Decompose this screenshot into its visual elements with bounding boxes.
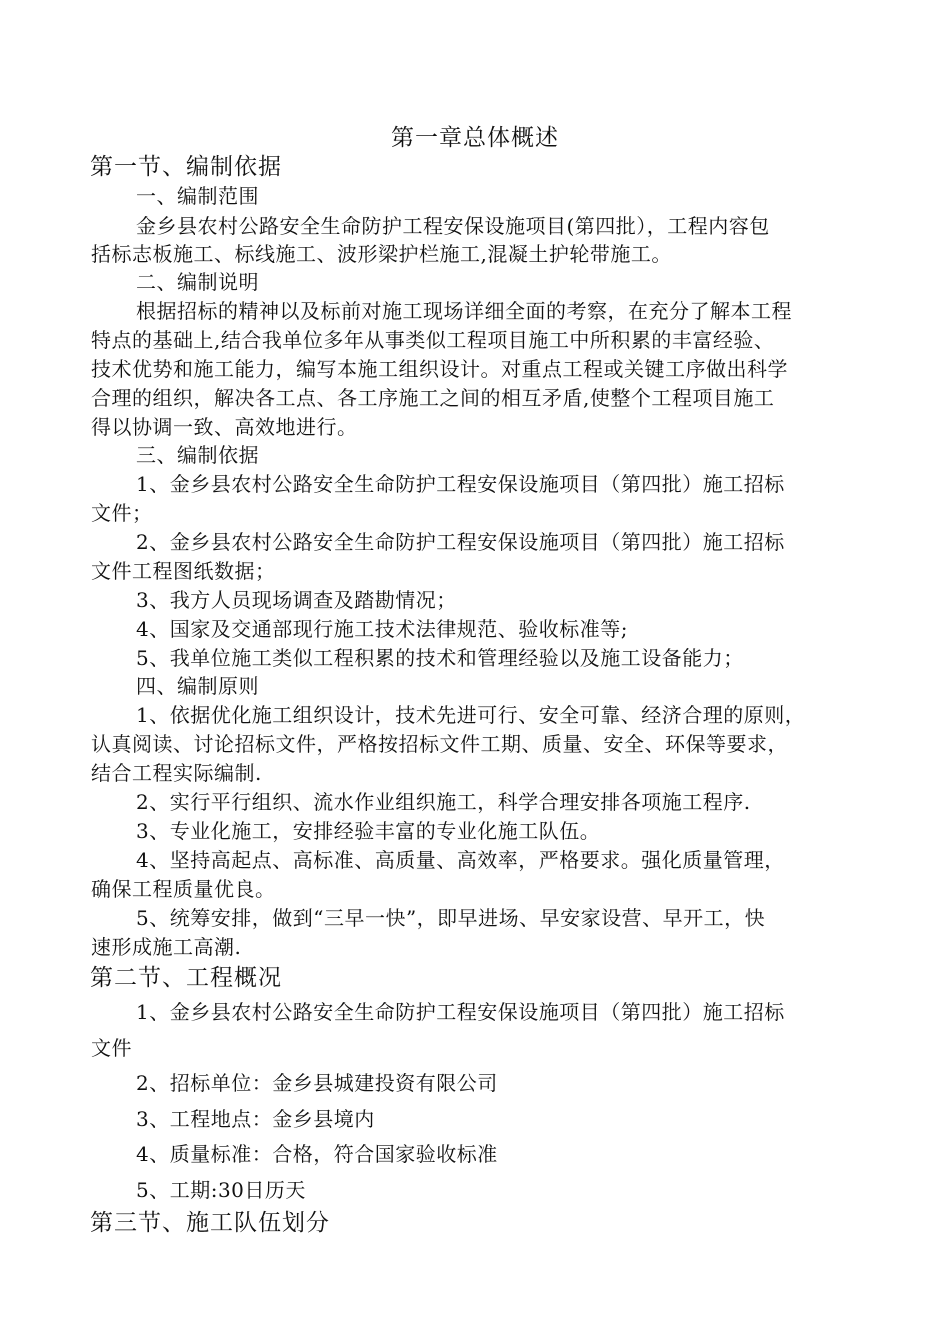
section-title: 第二节、工程概况 <box>90 965 282 991</box>
list-item: 2、招标单位：金乡县城建投资有限公司 <box>136 1071 498 1095</box>
list-item: 4、坚持高起点、高标准、高质量、高效率，严格要求。强化质量管理， <box>136 848 785 872</box>
list-item: 3、专业化施工，安排经验丰富的专业化施工队伍。 <box>136 819 601 843</box>
list-item: 1、金乡县农村公路安全生命防护工程安保设施项目（第四批）施工招标 <box>136 1000 785 1024</box>
paragraph-line: 技术优势和施工能力，编写本施工组织设计。对重点工程或关键工序做出科学 <box>91 357 788 381</box>
list-item: 4、质量标准：合格，符合国家验收标准 <box>136 1142 498 1166</box>
list-item: 认真阅读、讨论招标文件，严格按招标文件工期、质量、安全、环保等要求， <box>91 732 788 756</box>
subsection-heading: 一、编制范围 <box>136 184 259 208</box>
list-item: 1、依据优化施工组织设计，技术先进可行、安全可靠、经济合理的原则， <box>136 703 806 727</box>
list-item: 文件； <box>91 501 153 525</box>
subsection-heading: 三、编制依据 <box>136 443 259 467</box>
list-item: 2、金乡县农村公路安全生命防护工程安保设施项目（第四批）施工招标 <box>136 530 785 554</box>
paragraph-line: 根据招标的精神以及标前对施工现场详细全面的考察，在充分了解本工程 <box>136 299 792 323</box>
list-item: 文件 <box>91 1036 132 1060</box>
list-item: 5、统筹安排，做到“三早一快”，即早进场、早安家设营、早开工，快 <box>136 906 766 930</box>
list-item: 1、金乡县农村公路安全生命防护工程安保设施项目（第四批）施工招标 <box>136 472 785 496</box>
paragraph-line: 金乡县农村公路安全生命防护工程安保设施项目(第四批），工程内容包 <box>136 214 770 238</box>
list-item: 确保工程质量优良。 <box>91 877 276 901</box>
paragraph-line: 特点的基础上,结合我单位多年从事类似工程项目施工中所积累的丰富经验、 <box>91 328 775 352</box>
list-item: 3、我方人员现场调查及踏勘情况； <box>136 588 457 612</box>
list-item: 3、工程地点：金乡县境内 <box>136 1107 375 1131</box>
chapter-title: 第一章总体概述 <box>391 125 559 151</box>
section-title: 第三节、施工队伍划分 <box>90 1210 330 1236</box>
paragraph-line: 括标志板施工、标线施工、波形梁护栏施工,混凝土护轮带施工。 <box>91 242 672 266</box>
list-item: 2、实行平行组织、流水作业组织施工，科学合理安排各项施工程序. <box>136 790 751 814</box>
subsection-heading: 四、编制原则 <box>136 674 259 698</box>
section-title: 第一节、编制依据 <box>90 154 282 180</box>
paragraph-line: 合理的组织，解决各工点、各工序施工之间的相互矛盾,使整个工程项目施工 <box>91 386 775 410</box>
list-item: 速形成施工高潮. <box>91 935 242 959</box>
list-item: 文件工程图纸数据； <box>91 559 276 583</box>
list-item: 结合工程实际编制. <box>91 761 262 785</box>
paragraph-line: 得以协调一致、高效地进行。 <box>91 415 358 439</box>
subsection-heading: 二、编制说明 <box>136 270 259 294</box>
list-item: 5、我单位施工类似工程积累的技术和管理经验以及施工设备能力； <box>136 646 744 670</box>
list-item: 5、工期:30日历天 <box>136 1178 306 1202</box>
list-item: 4、国家及交通部现行施工技术法律规范、验收标准等; <box>136 617 628 641</box>
